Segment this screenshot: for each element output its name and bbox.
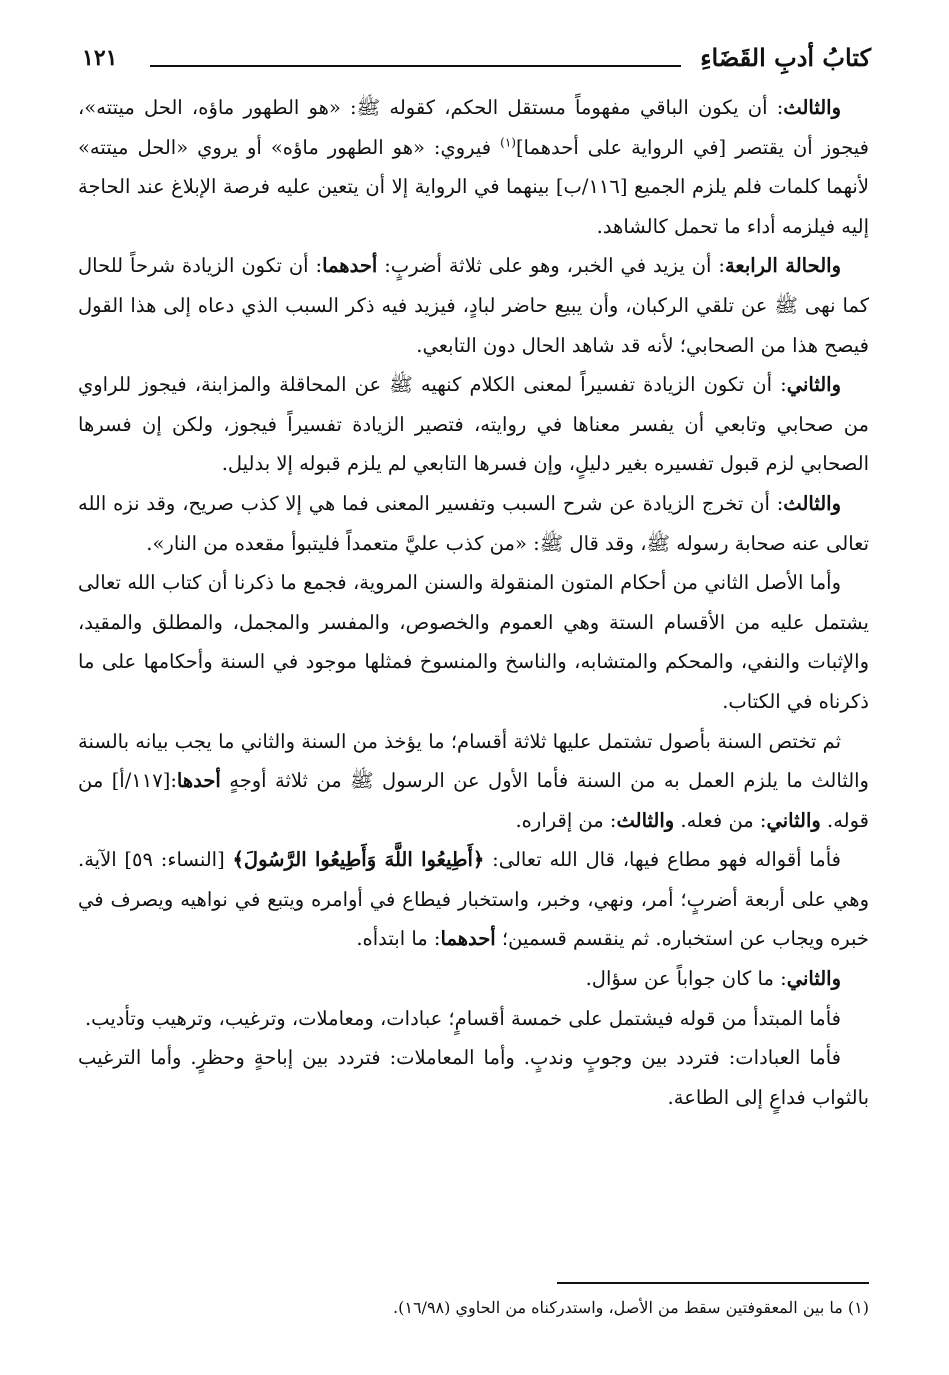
paragraph-lead: أحدها [176,769,221,793]
paragraph-text: فأما أقواله فهو مطاع فيها، قال الله تعالى: [484,848,842,872]
paragraph-text: : أن تكون الزيادة تفسيراً لمعنى الكلام كنهيه ﷺ عن المحاقلة والمزابنة، فيجوز للراوي من صحابي وتابعي أن يفسر معناها في روايته، فتصير الزيادة تفسيراً فيجوز، ولكن إن فسرها الصحابي لزم قبول تفسيره بغير دليلٍ، وإن فسرها التابعي لم يلزم قبوله إلا بدليل. [78,373,869,476]
paragraph [78,959,869,999]
paragraph [78,365,869,484]
footnote-ref: (١) [500,135,516,150]
book-title: كتابُ أدبِ القَضَاءِ [700,43,871,72]
paragraph [78,246,869,365]
paragraph-text: : أن يكون الباقي مفهوماً مستقل الحكم، كقوله ﷺ: «هو الطهور ماؤه، الحل ميتته»، فيجوز أن يقتصر [في الرواية على أحدهما] [78,96,869,159]
quran-verse: ﴿أَطِيعُوا اللَّهَ وَأَطِيعُوا الرَّسُولَ﴾ [232,848,485,872]
paragraph-lead: والثاني [786,373,841,397]
paragraph-text: : من إقراره. [515,808,617,832]
paragraph-text: وأما الأصل الثاني من أحكام المتون المنقولة والسنن المروية، فجمع ما ذكرنا أن كتاب الله تعالى يشتمل عليه من الأقسام الستة وهي العموم والخصوص، والمفسر والمجمل، والمطلق والمقيد، والإثبات والنفي، والمحكم والمتشابه، والناسخ والمنسوخ فمثلها موجود في السنة وأحكامها على ما ذكرناه في الكتاب. [78,571,869,713]
paragraph [78,999,869,1039]
paragraph [78,1038,869,1117]
footnote-text: ما بين المعقوفتين سقط من الأصل، واستدركناه من الحاوي (١٦/٩٨). [393,1298,843,1317]
paragraph-lead: والثالث [783,491,841,515]
footnote-marker: (١) [847,1298,869,1317]
paragraph-text: : أن يزيد في الخبر، وهو على ثلاثة أضربٍ: [377,254,725,278]
paragraph [78,722,869,841]
paragraph-lead: والثالث [616,808,675,832]
paragraph-text: :[١١٧/أ] من قوله. [78,769,869,832]
paragraph [78,563,869,721]
paragraph-lead: والثاني [766,808,821,832]
header-rule [150,65,681,67]
paragraph-text: فأما المبتدأ من قوله فيشتمل على خمسة أقسامٍ؛ عبادات، ومعاملات، وترغيب، وترهيب وتأديب. [84,1006,841,1030]
paragraph-text: : ما ابتدأه. [356,927,441,951]
paragraph-lead: أحدهما [322,254,378,278]
paragraph-text: فيروي: «هو الطهور ماؤه» أو يروي «الحل ميتته» لأنهما كلمات فلم يلزم الجميع [١١٦/ب] بينهما في الرواية إلا أن يتعين عليه فرصة الإبلاغ عند الحاجة إليه فيلزمه أداء ما تحمل كالشاهد. [78,135,869,238]
page-header [82,38,871,78]
body-text [78,88,869,1117]
footnote [78,1294,869,1322]
paragraph [78,484,869,563]
paragraph [78,88,869,246]
paragraph-lead: والحالة الرابعة [724,254,841,278]
paragraph-text: ثم تختص السنة بأصول تشتمل عليها ثلاثة أقسام؛ ما يؤخذ من السنة والثاني ما يجب بيانه بالسنة والثالث ما يلزم العمل به من السنة فأما الأول عن الرسول ﷺ من ثلاثة أوجهٍ [78,729,869,793]
paragraph [78,840,869,959]
paragraph-text: : أن تخرج الزيادة عن شرح السبب وتفسير المعنى فما هي إلا كذب صريح، وقد نزه الله تعالى عنه صحابة رسوله ﷺ، وقد قال ﷺ: «من كذب عليَّ متعمداً فليتبوأ مقعده من النار». [78,491,869,555]
paragraph-text: : ما كان جواباً عن سؤال. [585,967,787,991]
paragraph-text: : أن تكون الزيادة شرحاً للحال كما نهى ﷺ عن تلقي الركبان، وأن يبيع حاضر لبادٍ، فيزيد فيه ذكر السبب الذي دعاه إلى هذا القول فيصح هذا من الصحابي؛ لأنه قد شاهد الحال دون التابعي. [78,254,869,357]
paragraph-lead: والثالث [783,96,841,119]
paragraph-lead: والثاني [786,967,841,991]
page-number: ١٢١ [82,45,118,71]
paragraph-text: [النساء: ٥٩] الآية. وهي على أربعة أضربٍ؛ أمر، ونهي، وخبر، واستخبار فيطاع في أوامره ويتبع في نواهيه ويصرف في خبره ويجاب عن استخباره. ثم ينقسم قسمين؛ [78,848,869,951]
paragraph-text: فأما العبادات: فتردد بين وجوبٍ وندبٍ. وأما المعاملات: فتردد بين إباحةٍ وحظرٍ. وأما الترغيب بالثواب فداعٍ إلى الطاعة. [78,1046,869,1109]
footnote-rule [557,1282,869,1284]
paragraph-lead: أحدهما [440,927,496,951]
paragraph-text: : من فعله. [674,808,767,832]
